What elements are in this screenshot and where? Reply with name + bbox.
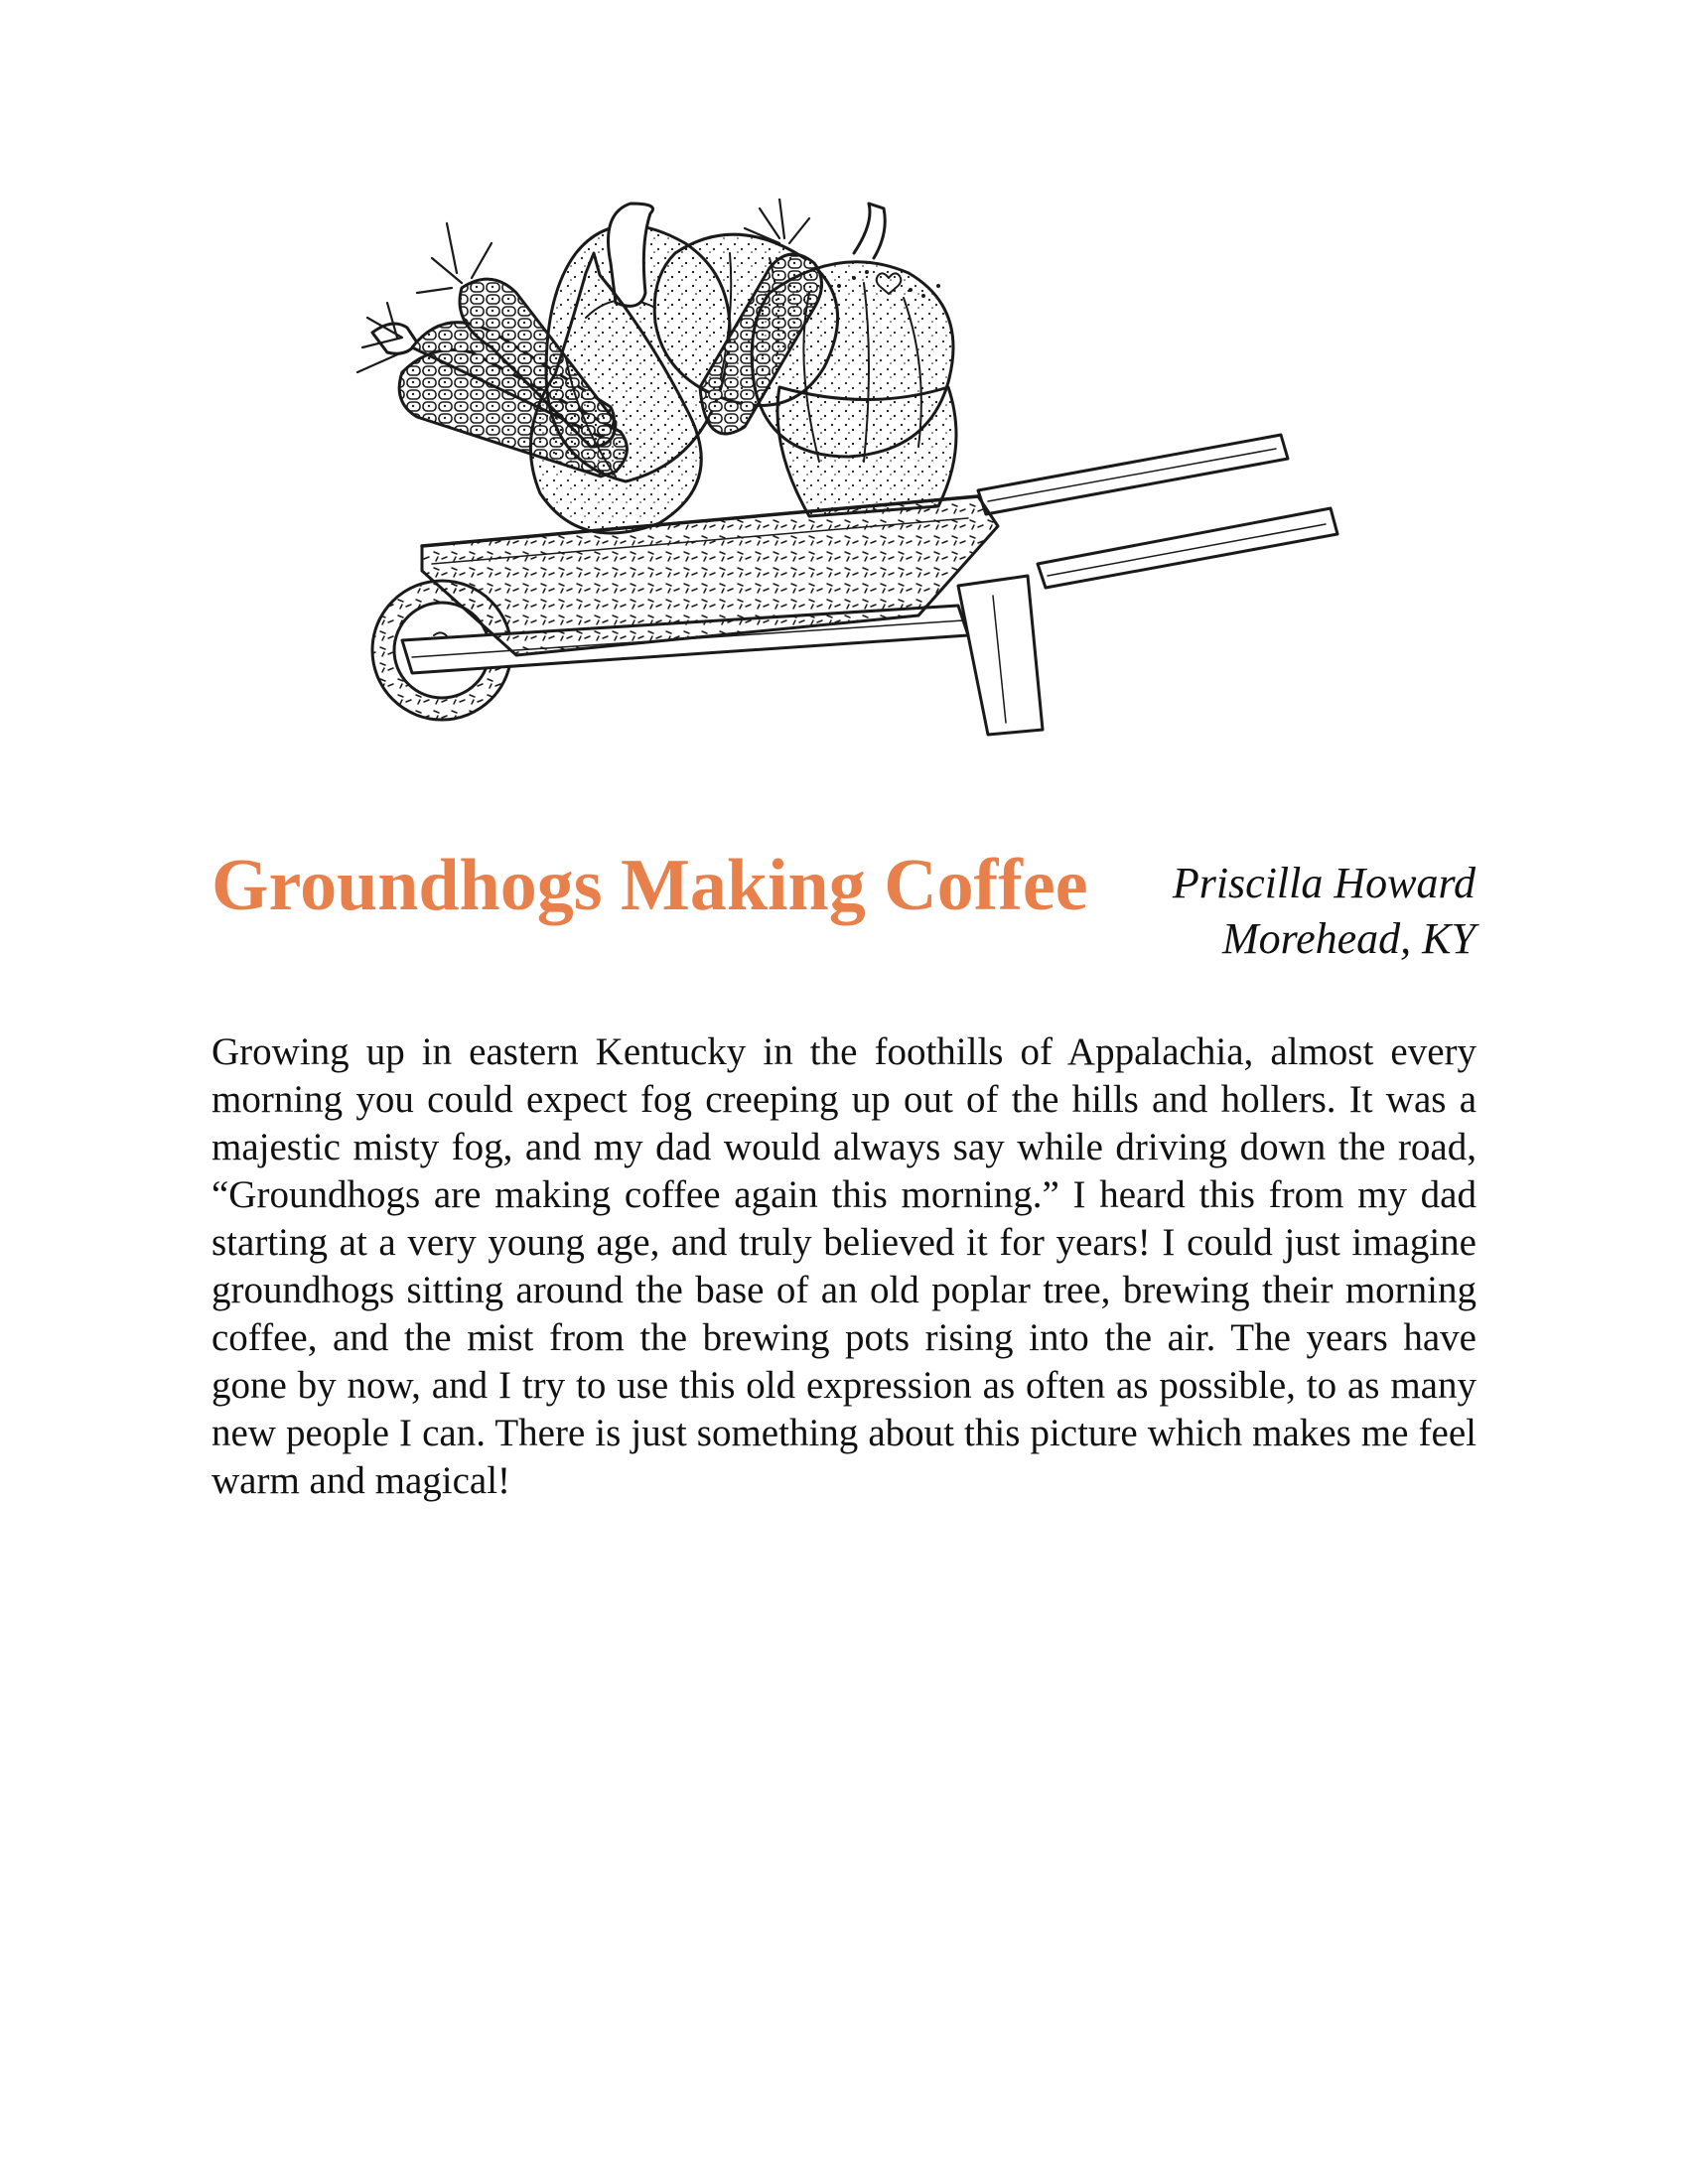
article-body: Growing up in eastern Kentucky in the foothills of Appalachia, almost every morning you could expect fog creeping up out of the hills and hollers. It was a majestic misty fog, and my dad would always say while driving down the road, “Groundhogs are making coffee again this morning.” I heard this from my dad starting at a very young age, and truly believed it for years! I could just imagine groundhogs sitting around the base of an old poplar tree, brewing their morning coffee, and the mist from the brewing pots rising into the air. The years have gone by now, and I try to use this old expression as often as possible, to as many new people I can. There is just something about this picture which makes me feel warm and magical!	[211, 1030, 1477, 1502]
author-name: Priscilla Howard	[1172, 859, 1476, 907]
wheelbarrow-harvest-illustration-icon	[343, 199, 1355, 754]
byline	[1173, 856, 1476, 967]
article-title: Groundhogs Making Coffee	[211, 845, 1088, 926]
author-location: Morehead, KY	[1221, 914, 1476, 963]
